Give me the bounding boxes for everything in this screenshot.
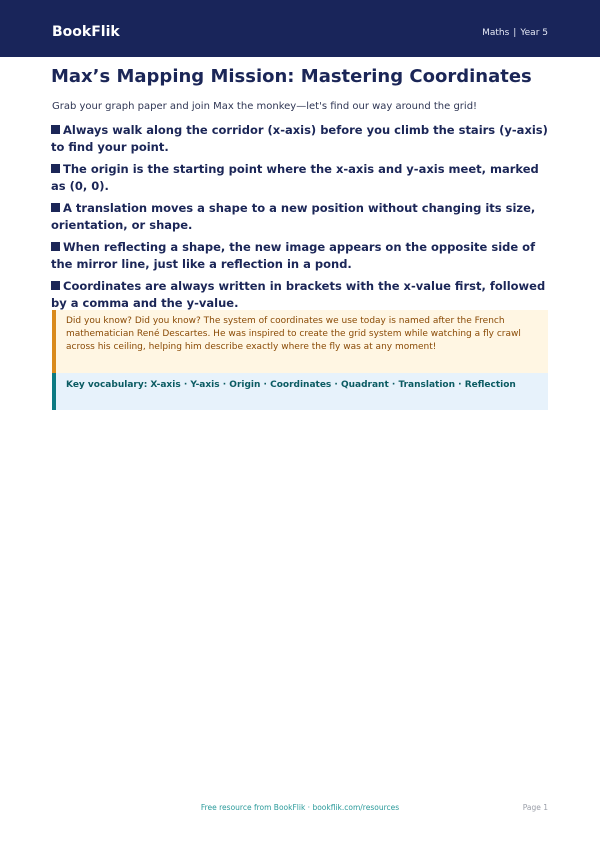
key-point [51, 200, 551, 234]
key-point [51, 239, 551, 273]
key-point [51, 161, 551, 195]
intro-text: Grab your graph paper and join Max the monkey—let's find our way around the grid! [52, 101, 478, 112]
page-number: Page 1 [522, 803, 548, 812]
meta-separator: | [513, 28, 517, 38]
subject-label: Maths [482, 28, 510, 38]
square-bullet-icon [51, 203, 60, 212]
footer-credit[interactable]: Free resource from BookFlik · bookflik.com/resources [200, 803, 400, 812]
brand-logo-text[interactable]: BookFlik [52, 24, 120, 40]
key-point-text: The origin is the starting point where the x-axis and y-axis meet, marked as (0, 0). [51, 162, 539, 193]
key-point-text: A translation moves a shape to a new position without changing its size, orientation, or shape. [51, 201, 536, 232]
key-vocabulary-box: Key vocabulary: X-axis · Y-axis · Origin · Coordinates · Quadrant · Translation · Reflection [52, 373, 548, 410]
header-meta [482, 26, 548, 40]
square-bullet-icon [51, 281, 60, 290]
key-point-text: Coordinates are always written in brackets with the x-value first, followed by a comma and the y-value. [51, 279, 546, 310]
page-title: Max’s Mapping Mission: Mastering Coordinates [51, 66, 532, 87]
key-point-text: Always walk along the corridor (x-axis) before you climb the stairs (y-axis) to find your point. [51, 123, 548, 154]
key-point [51, 122, 551, 156]
key-point [51, 278, 551, 312]
year-label: Year 5 [520, 28, 548, 38]
key-point-text: When reflecting a shape, the new image appears on the opposite side of the mirror line, just like a reflection in a pond. [51, 240, 536, 271]
square-bullet-icon [51, 125, 60, 134]
did-you-know-box: Did you know? Did you know? The system of coordinates we use today is named after the French mathematician René Descartes. He was inspired to create the grid system while watching a fly crawl across his ceiling, helping him describe exactly where the fly was at any moment! [52, 310, 548, 373]
square-bullet-icon [51, 242, 60, 251]
key-points-list [51, 122, 551, 317]
page-header [0, 0, 600, 57]
square-bullet-icon [51, 164, 60, 173]
